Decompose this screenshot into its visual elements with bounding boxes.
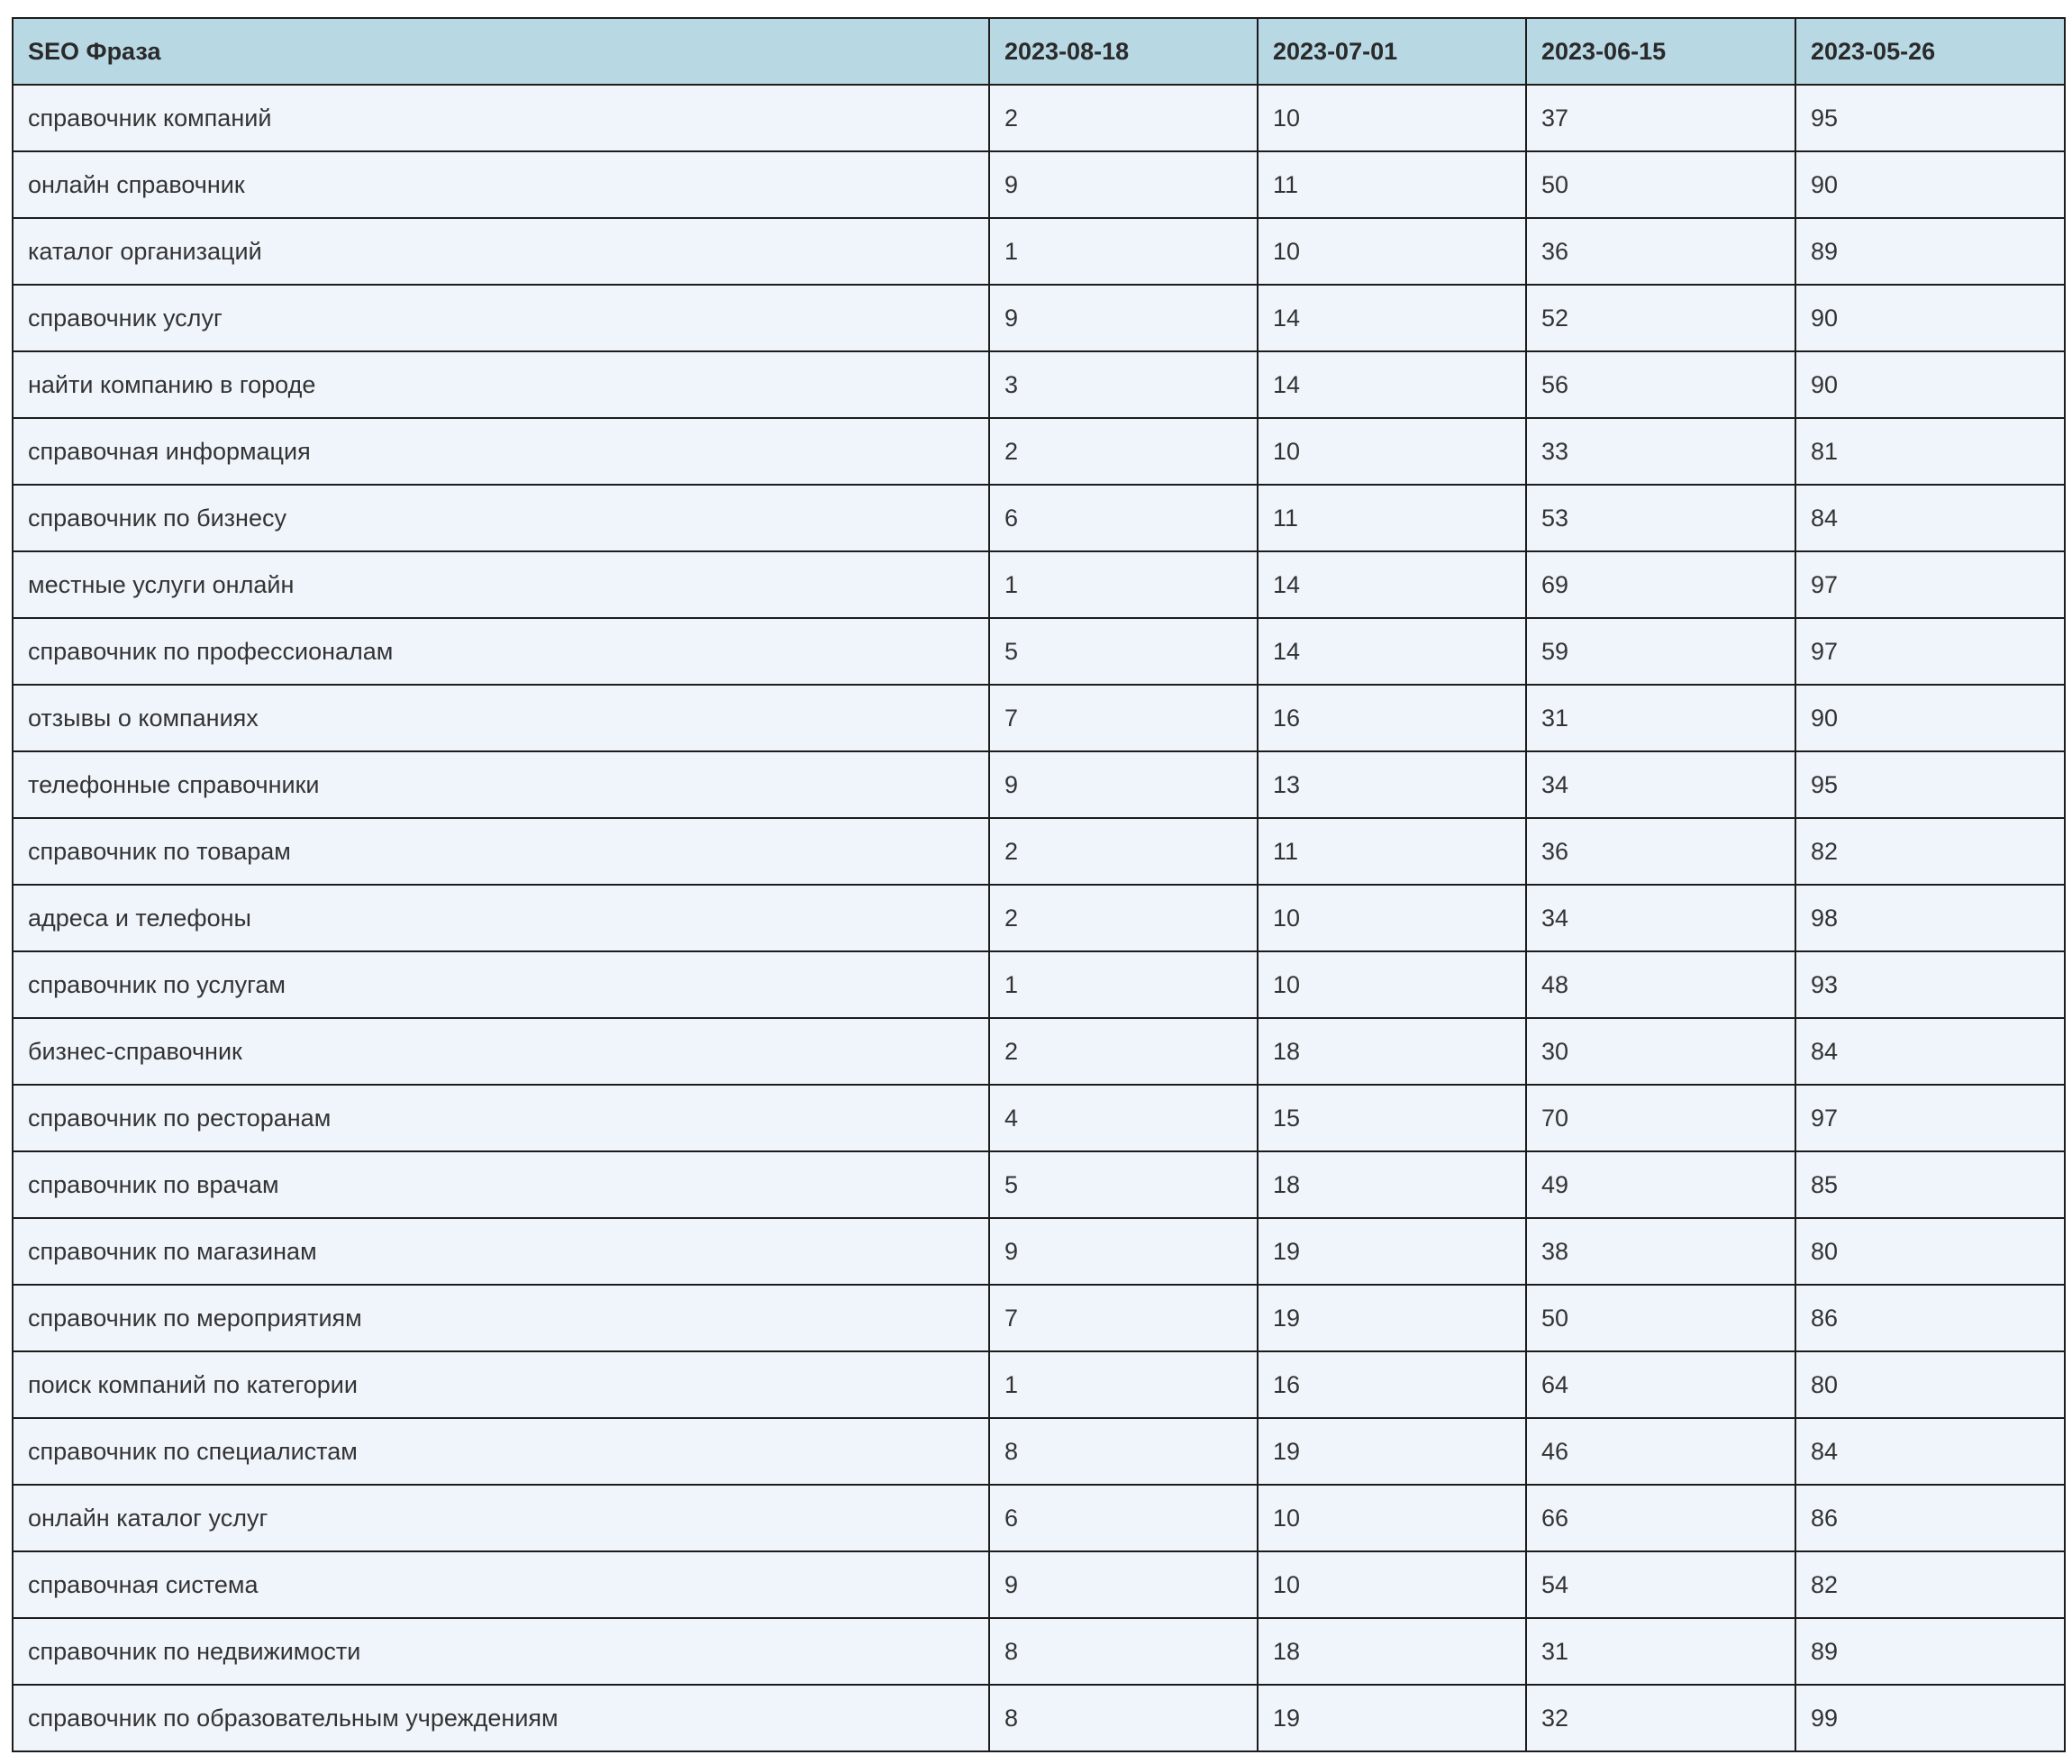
column-header-date-3: 2023-06-15 [1526,18,1795,85]
cell-rank-date-2: 11 [1258,485,1526,551]
cell-rank-date-2: 14 [1258,551,1526,618]
cell-rank-date-3: 69 [1526,551,1795,618]
cell-rank-date-2: 11 [1258,151,1526,218]
cell-rank-date-1: 3 [989,351,1258,418]
column-header-phrase: SEO Фраза [13,18,989,85]
cell-rank-date-3: 49 [1526,1151,1795,1218]
cell-rank-date-4: 80 [1795,1351,2065,1418]
table-row [13,418,2065,485]
cell-rank-date-1: 1 [989,951,1258,1018]
cell-phrase: справочная информация [13,418,989,485]
cell-rank-date-4: 86 [1795,1285,2065,1351]
cell-phrase: найти компанию в городе [13,351,989,418]
cell-rank-date-1: 1 [989,551,1258,618]
cell-phrase: отзывы о компаниях [13,685,989,751]
cell-rank-date-1: 2 [989,418,1258,485]
cell-rank-date-3: 36 [1526,818,1795,885]
cell-phrase: справочник по образовательным учреждениям [13,1685,989,1751]
cell-phrase: бизнес-справочник [13,1018,989,1085]
cell-rank-date-1: 6 [989,485,1258,551]
cell-rank-date-3: 30 [1526,1018,1795,1085]
cell-rank-date-3: 59 [1526,618,1795,685]
cell-rank-date-2: 19 [1258,1685,1526,1751]
cell-phrase: адреса и телефоны [13,885,989,951]
cell-rank-date-1: 1 [989,218,1258,285]
table-row [13,1285,2065,1351]
cell-rank-date-4: 97 [1795,618,2065,685]
cell-rank-date-3: 70 [1526,1085,1795,1151]
cell-rank-date-3: 36 [1526,218,1795,285]
cell-phrase: онлайн каталог услуг [13,1485,989,1551]
cell-rank-date-4: 98 [1795,885,2065,951]
cell-rank-date-4: 84 [1795,1418,2065,1485]
column-header-date-1: 2023-08-18 [989,18,1258,85]
cell-rank-date-4: 84 [1795,1018,2065,1085]
cell-rank-date-2: 10 [1258,218,1526,285]
cell-phrase: справочник по услугам [13,951,989,1018]
cell-rank-date-3: 54 [1526,1551,1795,1618]
cell-phrase: справочник по товарам [13,818,989,885]
table-row [13,485,2065,551]
cell-phrase: справочник по мероприятиям [13,1285,989,1351]
table-row [13,685,2065,751]
cell-rank-date-4: 82 [1795,1551,2065,1618]
cell-phrase: справочная система [13,1551,989,1618]
seo-rankings-table-container [12,17,2064,1752]
cell-phrase: каталог организаций [13,218,989,285]
cell-phrase: справочник по бизнесу [13,485,989,551]
cell-rank-date-2: 16 [1258,685,1526,751]
cell-rank-date-3: 56 [1526,351,1795,418]
cell-rank-date-4: 85 [1795,1151,2065,1218]
cell-rank-date-4: 90 [1795,285,2065,351]
cell-rank-date-4: 99 [1795,1685,2065,1751]
cell-rank-date-1: 9 [989,751,1258,818]
cell-rank-date-3: 37 [1526,85,1795,151]
cell-rank-date-1: 5 [989,1151,1258,1218]
table-row [13,1018,2065,1085]
cell-rank-date-1: 8 [989,1685,1258,1751]
cell-rank-date-3: 66 [1526,1485,1795,1551]
table-row [13,951,2065,1018]
table-row [13,1351,2065,1418]
cell-rank-date-2: 10 [1258,1551,1526,1618]
cell-phrase: справочник по недвижимости [13,1618,989,1685]
cell-phrase: справочник компаний [13,85,989,151]
cell-rank-date-3: 48 [1526,951,1795,1018]
table-row [13,1218,2065,1285]
cell-rank-date-1: 8 [989,1618,1258,1685]
cell-rank-date-2: 14 [1258,285,1526,351]
cell-rank-date-2: 10 [1258,85,1526,151]
cell-phrase: справочник по магазинам [13,1218,989,1285]
cell-rank-date-1: 9 [989,1218,1258,1285]
table-row [13,551,2065,618]
column-header-date-4: 2023-05-26 [1795,18,2065,85]
table-row [13,351,2065,418]
cell-phrase: поиск компаний по категории [13,1351,989,1418]
cell-rank-date-4: 95 [1795,85,2065,151]
cell-rank-date-3: 32 [1526,1685,1795,1751]
cell-rank-date-3: 34 [1526,751,1795,818]
cell-rank-date-1: 4 [989,1085,1258,1151]
cell-phrase: справочник по врачам [13,1151,989,1218]
cell-rank-date-1: 8 [989,1418,1258,1485]
cell-phrase: местные услуги онлайн [13,551,989,618]
cell-rank-date-1: 2 [989,1018,1258,1085]
cell-rank-date-3: 31 [1526,685,1795,751]
cell-rank-date-3: 64 [1526,1351,1795,1418]
cell-rank-date-2: 18 [1258,1151,1526,1218]
table-body [13,85,2065,1751]
cell-phrase: справочник услуг [13,285,989,351]
table-row [13,1085,2065,1151]
cell-rank-date-2: 14 [1258,351,1526,418]
cell-rank-date-2: 19 [1258,1285,1526,1351]
cell-rank-date-4: 90 [1795,685,2065,751]
table-row [13,618,2065,685]
cell-rank-date-3: 31 [1526,1618,1795,1685]
table-row [13,285,2065,351]
cell-phrase: справочник по профессионалам [13,618,989,685]
cell-rank-date-4: 89 [1795,218,2065,285]
cell-rank-date-1: 2 [989,818,1258,885]
cell-rank-date-4: 81 [1795,418,2065,485]
table-row [13,151,2065,218]
cell-rank-date-4: 80 [1795,1218,2065,1285]
table-row [13,218,2065,285]
cell-rank-date-2: 18 [1258,1618,1526,1685]
cell-phrase: справочник по специалистам [13,1418,989,1485]
cell-rank-date-2: 18 [1258,1018,1526,1085]
cell-rank-date-4: 97 [1795,551,2065,618]
table-row [13,1485,2065,1551]
cell-rank-date-1: 9 [989,1551,1258,1618]
table-row [13,1418,2065,1485]
cell-rank-date-1: 6 [989,1485,1258,1551]
cell-rank-date-3: 46 [1526,1418,1795,1485]
cell-rank-date-3: 52 [1526,285,1795,351]
column-header-date-2: 2023-07-01 [1258,18,1526,85]
cell-rank-date-1: 2 [989,85,1258,151]
cell-rank-date-2: 16 [1258,1351,1526,1418]
cell-rank-date-4: 84 [1795,485,2065,551]
seo-rankings-table [12,17,2066,1752]
cell-rank-date-1: 9 [989,151,1258,218]
table-header [13,18,2065,85]
table-row [13,1151,2065,1218]
cell-phrase: онлайн справочник [13,151,989,218]
table-row [13,885,2065,951]
cell-rank-date-2: 10 [1258,418,1526,485]
cell-rank-date-3: 50 [1526,151,1795,218]
table-row [13,1551,2065,1618]
cell-rank-date-3: 33 [1526,418,1795,485]
cell-rank-date-2: 19 [1258,1218,1526,1285]
cell-rank-date-2: 14 [1258,618,1526,685]
cell-rank-date-1: 9 [989,285,1258,351]
table-row [13,85,2065,151]
cell-rank-date-2: 11 [1258,818,1526,885]
cell-rank-date-4: 82 [1795,818,2065,885]
cell-rank-date-1: 1 [989,1351,1258,1418]
table-row [13,1685,2065,1751]
cell-rank-date-3: 34 [1526,885,1795,951]
table-row [13,751,2065,818]
cell-rank-date-2: 10 [1258,951,1526,1018]
cell-rank-date-3: 38 [1526,1218,1795,1285]
cell-rank-date-4: 95 [1795,751,2065,818]
cell-rank-date-3: 53 [1526,485,1795,551]
cell-rank-date-2: 10 [1258,1485,1526,1551]
cell-phrase: телефонные справочники [13,751,989,818]
table-row [13,818,2065,885]
cell-rank-date-4: 97 [1795,1085,2065,1151]
cell-rank-date-3: 50 [1526,1285,1795,1351]
cell-rank-date-1: 2 [989,885,1258,951]
cell-phrase: справочник по ресторанам [13,1085,989,1151]
cell-rank-date-2: 10 [1258,885,1526,951]
cell-rank-date-1: 7 [989,1285,1258,1351]
cell-rank-date-1: 7 [989,685,1258,751]
table-row [13,1618,2065,1685]
cell-rank-date-4: 93 [1795,951,2065,1018]
cell-rank-date-2: 13 [1258,751,1526,818]
cell-rank-date-4: 86 [1795,1485,2065,1551]
cell-rank-date-4: 89 [1795,1618,2065,1685]
cell-rank-date-2: 19 [1258,1418,1526,1485]
cell-rank-date-1: 5 [989,618,1258,685]
cell-rank-date-4: 90 [1795,151,2065,218]
cell-rank-date-4: 90 [1795,351,2065,418]
header-row [13,18,2065,85]
cell-rank-date-2: 15 [1258,1085,1526,1151]
